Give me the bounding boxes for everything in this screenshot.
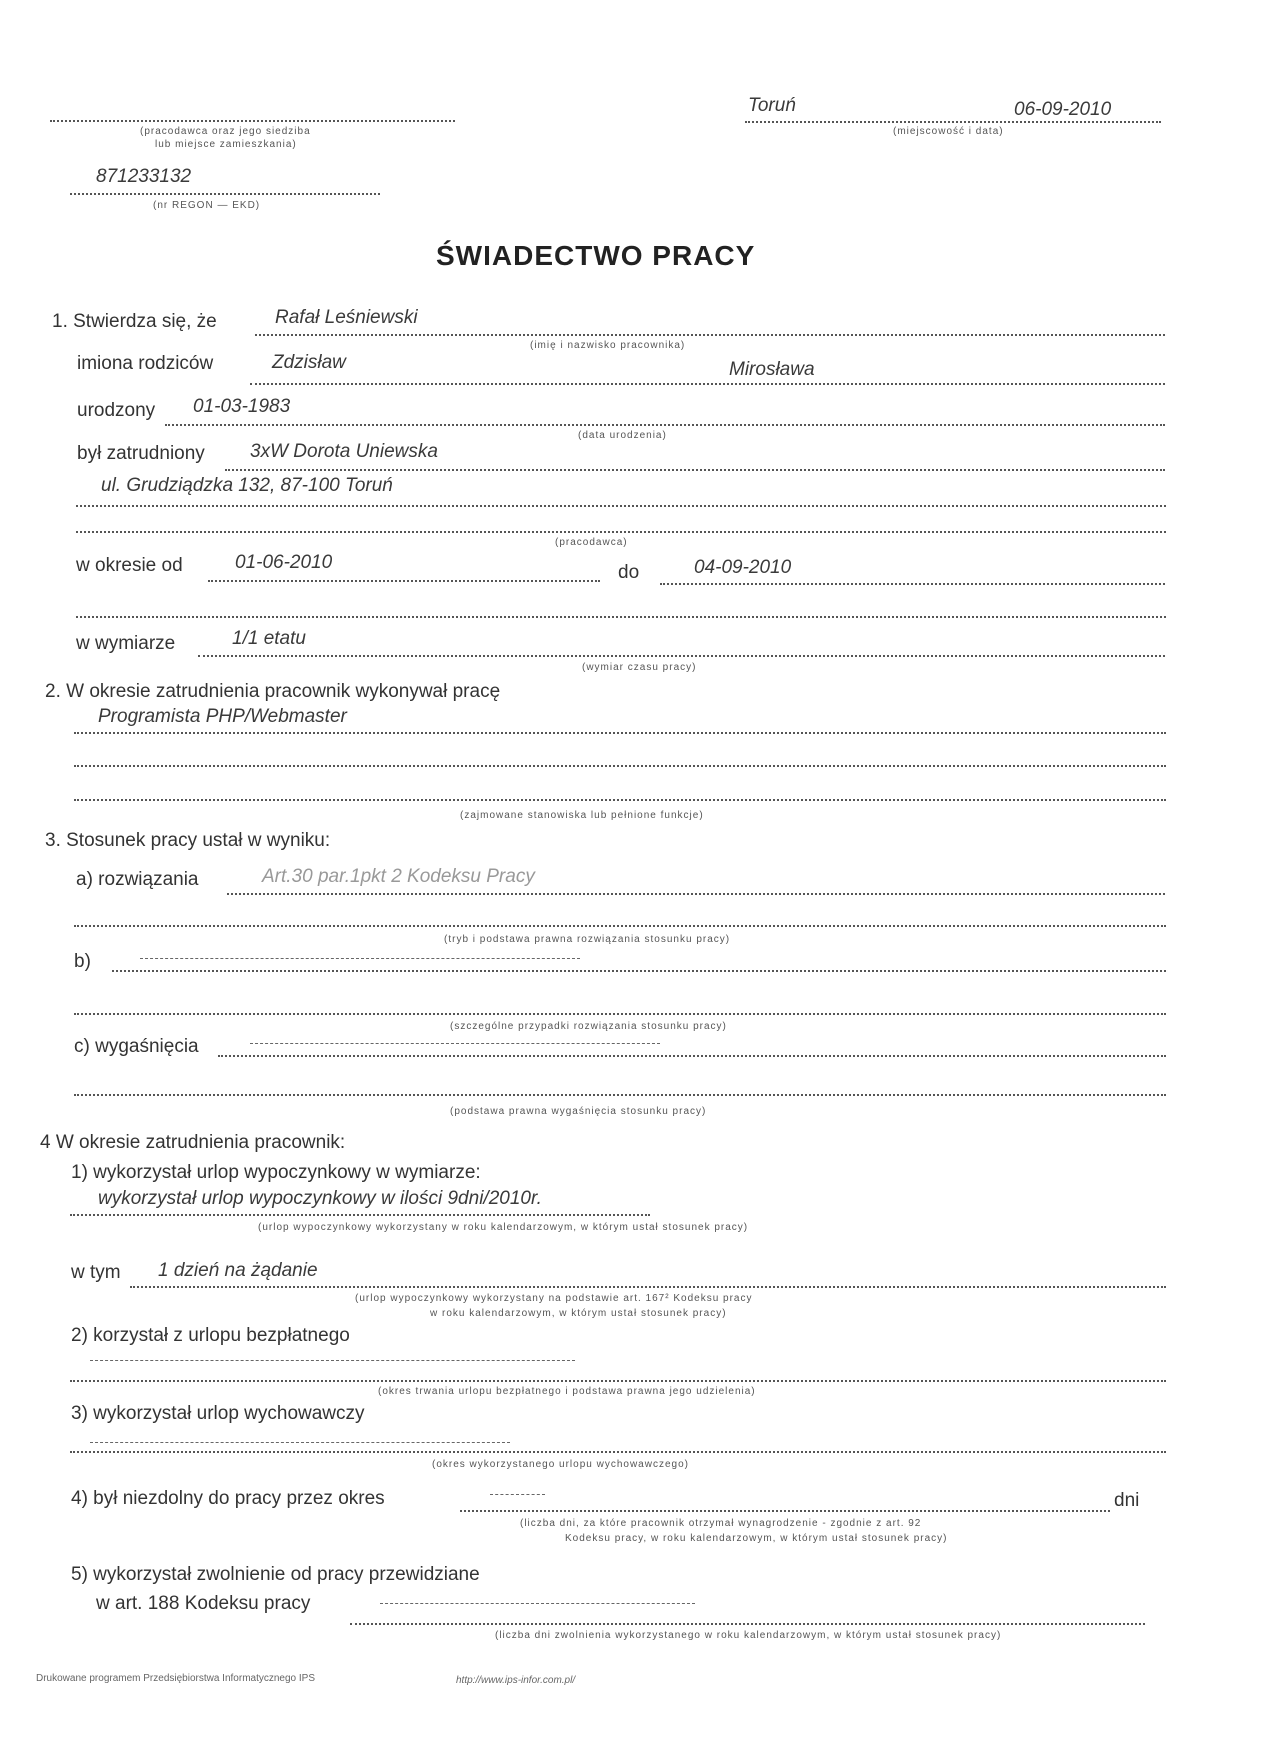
termination-a-label: a) rozwiązania	[76, 869, 199, 890]
expiry-c-label: c) wygaśnięcia	[74, 1036, 199, 1057]
termination-b-extra-line	[74, 1013, 1166, 1015]
dimension-line	[198, 655, 1165, 657]
place-value[interactable]: Toruń	[748, 95, 796, 116]
regon-caption: (nr REGON — EKD)	[153, 200, 261, 211]
position-value[interactable]: Programista PHP/Webmaster	[98, 706, 347, 727]
employer-caption-1: (pracodawca oraz jego siedziba	[140, 126, 311, 137]
leave-item4-unit: dni	[1114, 1490, 1140, 1511]
employee-name-caption: (imię i nazwisko pracownika)	[530, 340, 686, 351]
employer-caption: (pracodawca)	[555, 537, 628, 548]
in-that-value[interactable]: 1 dzień na żądanie	[158, 1260, 318, 1281]
expiry-c-dash	[250, 1043, 660, 1044]
termination-b-dash	[140, 958, 580, 959]
period-from-value[interactable]: 01-06-2010	[235, 552, 333, 573]
leave-item2-dash	[90, 1360, 575, 1361]
regon-value[interactable]: 871233132	[96, 166, 192, 187]
employee-name-line	[255, 334, 1165, 336]
period-label: w okresie od	[76, 555, 183, 576]
expiry-c-extra-line	[74, 1094, 1166, 1096]
leave-item5-line	[350, 1623, 1145, 1625]
in-that-line	[130, 1286, 1166, 1288]
born-label: urodzony	[77, 400, 156, 421]
position-extra-line-1	[74, 765, 1166, 767]
employer-name-line	[225, 469, 1165, 471]
leave-item1-caption: (urlop wypoczynkowy wykorzystany w roku kalendarzowym, w którym ustał stosunek pracy)	[258, 1222, 749, 1233]
termination-a-caption: (tryb i podstawa prawna rozwiązania stosunku pracy)	[444, 934, 731, 945]
dimension-value[interactable]: 1/1 etatu	[232, 628, 306, 649]
employer-extra-line	[76, 531, 1166, 533]
employer-name-value[interactable]: 3xW Dorota Uniewska	[250, 441, 438, 462]
expiry-c-line	[218, 1055, 1166, 1057]
position-extra-line-2	[74, 799, 1166, 801]
termination-b-label: b)	[74, 951, 91, 972]
termination-a-value[interactable]: Art.30 par.1pkt 2 Kodeksu Pracy	[262, 866, 535, 887]
printed-by-note: Drukowane programem Przedsiębiorstwa Informatycznego IPS	[36, 1673, 316, 1684]
leave-item4-label: 4) był niezdolny do pracy przez okres	[71, 1488, 385, 1509]
termination-a-extra-line	[74, 925, 1166, 927]
leave-item4-caption-1: (liczba dni, za które pracownik otrzymał wynagrodzenie - zgodnie z art. 92	[520, 1518, 922, 1529]
leave-item4-caption-2: Kodeksu pracy, w roku kalendarzowym, w którym ustał stosunek pracy)	[565, 1533, 948, 1544]
period-from-line	[208, 580, 600, 582]
regon-line	[70, 193, 380, 195]
father-name-value[interactable]: Zdzisław	[272, 352, 346, 373]
leave-item3-dash	[90, 1442, 510, 1443]
leave-item2-line	[70, 1380, 1166, 1382]
in-that-caption-1: (urlop wypoczynkowy wykorzystany na podstawie art. 167² Kodeksu pracy	[355, 1293, 753, 1304]
termination-b-line	[112, 970, 1166, 972]
leave-item2-label: 2) korzystał z urlopu bezpłatnego	[71, 1325, 350, 1346]
period-to-line	[660, 583, 1165, 585]
date-value[interactable]: 06-09-2010	[1014, 99, 1112, 120]
section3-label: 3. Stosunek pracy ustał w wyniku:	[45, 830, 331, 851]
period-to-label: do	[618, 562, 640, 583]
leave-item4-dash	[490, 1494, 545, 1495]
parents-label: imiona rodziców	[77, 353, 214, 374]
termination-b-caption: (szczególne przypadki rozwiązania stosunku pracy)	[450, 1021, 727, 1032]
dimension-caption: (wymiar czasu pracy)	[582, 662, 697, 673]
mother-name-value[interactable]: Mirosława	[729, 359, 815, 380]
leave-item1-label: 1) wykorzystał urlop wypoczynkowy w wymiarze:	[71, 1162, 481, 1183]
leave-item2-caption: (okres trwania urlopu bezpłatnego i podstawa prawna jego udzielenia)	[378, 1386, 756, 1397]
employer-address-value[interactable]: ul. Grudziądzka 132, 87-100 Toruń	[101, 475, 393, 496]
employer-address-line	[76, 505, 1166, 507]
position-caption: (zajmowane stanowiska lub pełnione funkcje)	[460, 810, 704, 821]
employer-line	[50, 120, 455, 122]
place-date-line	[745, 121, 1161, 123]
footer-url[interactable]: http://www.ips-infor.com.pl/	[456, 1675, 576, 1686]
termination-a-line	[227, 893, 1165, 895]
place-date-caption: (miejscowość i data)	[893, 126, 1004, 137]
position-line	[74, 732, 1166, 734]
birth-date-caption: (data urodzenia)	[578, 430, 667, 441]
leave-item1-line	[70, 1214, 650, 1216]
section1-intro-label: 1. Stwierdza się, że	[52, 311, 217, 332]
leave-item3-line	[70, 1451, 1166, 1453]
in-that-label: w tym	[71, 1262, 121, 1283]
birth-date-value[interactable]: 01-03-1983	[193, 396, 291, 417]
birth-date-line	[165, 424, 1165, 426]
leave-item5-caption: (liczba dni zwolnienia wykorzystanego w roku kalendarzowym, w którym ustał stosunek pracy)	[495, 1630, 1002, 1641]
parents-line	[250, 383, 1165, 385]
employer-caption-2: lub miejsce zamieszkania)	[155, 139, 297, 150]
page-title: ŚWIADECTWO PRACY	[436, 240, 756, 271]
leave-item5-label-1: 5) wykorzystał zwolnienie od pracy przewidziane	[71, 1564, 480, 1585]
in-that-caption-2: w roku kalendarzowym, w którym ustał stosunek pracy)	[430, 1308, 727, 1319]
leave-item3-caption: (okres wykorzystanego urlopu wychowawczego)	[432, 1459, 689, 1470]
period-to-value[interactable]: 04-09-2010	[694, 557, 792, 578]
leave-item5-dash	[380, 1603, 695, 1604]
employed-label: był zatrudniony	[77, 443, 205, 464]
period-extra-line	[76, 616, 1166, 618]
employee-name-value[interactable]: Rafał Leśniewski	[275, 307, 418, 328]
leave-item3-label: 3) wykorzystał urlop wychowawczy	[71, 1403, 365, 1424]
leave-item4-line	[460, 1510, 1110, 1512]
leave-item5-label-2: w art. 188 Kodeksu pracy	[96, 1593, 311, 1614]
leave-item1-value[interactable]: wykorzystał urlop wypoczynkowy w ilości 9dni/2010r.	[98, 1188, 542, 1209]
section4-label: 4 W okresie zatrudnienia pracownik:	[40, 1132, 346, 1153]
dimension-label: w wymiarze	[76, 633, 176, 654]
expiry-c-caption: (podstawa prawna wygaśnięcia stosunku pracy)	[450, 1106, 707, 1117]
section2-label: 2. W okresie zatrudnienia pracownik wykonywał pracę	[45, 681, 501, 702]
